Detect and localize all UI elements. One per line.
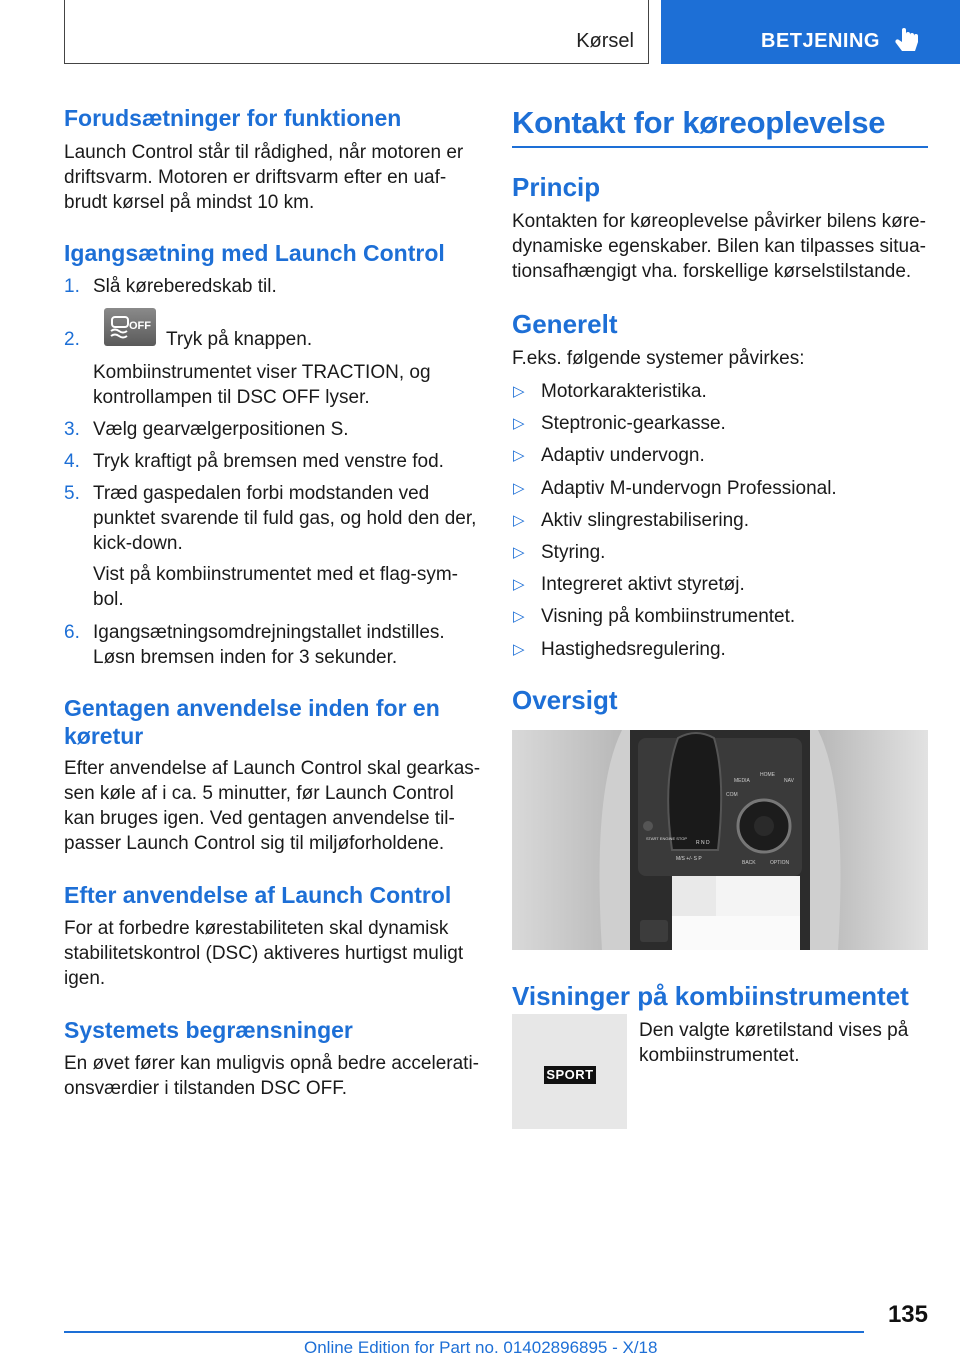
bullet-marker-icon: ▷ — [513, 415, 525, 432]
step-number: 3. — [64, 419, 80, 440]
photo-label-media: MEDIA — [734, 778, 750, 784]
photo-label-gears: R N D — [696, 840, 710, 846]
step-text — [93, 620, 445, 670]
photo-label-back: BACK — [742, 860, 756, 866]
dsc-off-button-image — [104, 308, 156, 346]
heading-princip: Princip — [512, 172, 601, 202]
heading-underline — [512, 146, 928, 148]
heading-generelt: Generelt — [512, 309, 618, 339]
photo-label-home: HOME — [760, 772, 775, 778]
text-line: stabilitetskontrol (DSC) aktiveres hurtigst muligt — [64, 943, 464, 964]
bullet-marker-icon: ▷ — [513, 447, 525, 464]
bullet-marker-icon: ▷ — [513, 608, 525, 625]
text-line: punktet svarende til fuld gas, og hold den der, — [93, 508, 477, 529]
photo-label-gears2: M/S +/- S P — [676, 856, 702, 862]
text-line: Kombiinstrumentet viser TRACTION, og — [93, 362, 431, 383]
traction-car-icon — [109, 314, 131, 340]
heading-systemets: Systemets begrænsninger — [64, 1017, 353, 1043]
paragraph-efter — [64, 916, 463, 991]
text-line: Træd gaspedalen forbi modstanden ved — [93, 483, 430, 504]
gear-selector-photo — [512, 730, 928, 950]
header-section-box — [64, 0, 649, 64]
text-line: igen. — [64, 968, 106, 989]
paragraph-princip — [512, 209, 926, 284]
button-off-label: OFF — [129, 320, 151, 332]
heading-line: Gentagen anvendelse inden for en — [64, 695, 440, 721]
footer-rule — [64, 1331, 864, 1333]
heading-visninger: Visninger på kombiinstrumentet — [512, 981, 909, 1011]
list-item: Visning på kombiinstrumentet. — [541, 606, 796, 627]
bullet-marker-icon: ▷ — [513, 641, 525, 658]
text-line: Løsn bremsen inden for 3 sekunder. — [93, 647, 398, 668]
paragraph-forudsaetninger — [64, 140, 463, 215]
list-item: Adaptiv undervogn. — [541, 445, 705, 466]
text-line: bol. — [93, 589, 124, 610]
heading-gentagen — [64, 694, 440, 750]
photo-label-com: COM — [726, 792, 738, 798]
list-item: Steptronic-gearkasse. — [541, 413, 726, 434]
text-line: kontrollampen til DSC OFF lyser. — [93, 387, 370, 408]
console-illustration — [512, 730, 928, 950]
heading-kontakt: Kontakt for køreoplevelse — [512, 105, 886, 140]
step-text: Slå køreberedskab til. — [93, 276, 277, 297]
step-number: 6. — [64, 622, 80, 643]
bullet-marker-icon: ▷ — [513, 512, 525, 529]
text-line: Launch Control står til rådighed, når motoren er — [64, 142, 464, 163]
text-line: passer Launch Control sig til miljøforholdene. — [64, 833, 445, 854]
text-line: kick-down. — [93, 533, 183, 554]
page-number: 135 — [887, 1301, 928, 1328]
paragraph-gentagen — [64, 756, 480, 856]
step-number: 4. — [64, 451, 80, 472]
heading-igangsaetning: Igangsætning med Launch Control — [64, 240, 445, 266]
step-text: Tryk på knappen. — [166, 329, 313, 350]
footer-edition: Online Edition for Part no. 01402896895 - X/18 — [304, 1338, 658, 1357]
text-line: Vist på kombiinstrumentet med et flag-sym- — [93, 564, 459, 585]
step-text: Tryk kraftigt på bremsen med venstre fod. — [93, 451, 444, 472]
step-number: 2. — [64, 329, 80, 350]
text-line: Kontakten for køreoplevelse påvirker bilens køre- — [512, 211, 926, 232]
sport-badge: SPORT — [544, 1066, 596, 1084]
list-item: Aktiv slingrestabilisering. — [541, 510, 750, 531]
list-item: Adaptiv M-undervogn Professional. — [541, 478, 837, 499]
text-line: onsværdier i tilstanden DSC OFF. — [64, 1078, 347, 1099]
header-chapter-title: BETJENING — [761, 30, 880, 52]
step-text: Vælg gearvælgerpositionen S. — [93, 419, 349, 440]
text-line: sen køle af i ca. 5 minutter, før Launch Control — [64, 783, 454, 804]
step-note — [93, 562, 458, 612]
hand-pointer-icon — [894, 26, 924, 56]
text-line: Efter anvendelse af Launch Control skal gearkas- — [64, 758, 481, 779]
bullet-marker-icon: ▷ — [513, 480, 525, 497]
header-section-title: Kørsel — [576, 30, 634, 52]
list-item: Motorkarakteristika. — [541, 381, 707, 402]
bullet-marker-icon: ▷ — [513, 544, 525, 561]
heading-oversigt: Oversigt — [512, 685, 618, 715]
photo-label-option: OPTION — [770, 860, 790, 866]
text-line: En øvet fører kan muligvis opnå bedre accelerati- — [64, 1053, 480, 1074]
text-line: Den valgte køretilstand vises på — [639, 1020, 909, 1041]
text-line: kan bruges igen. Ved gentagen anvendelse til- — [64, 808, 455, 829]
paragraph-generelt: F.eks. følgende systemer påvirkes: — [512, 348, 805, 369]
text-line: For at forbedre kørestabiliteten skal dynamisk — [64, 918, 449, 939]
text-line: Igangsætningsomdrejningstallet indstilles. — [93, 622, 445, 643]
bullet-marker-icon: ▷ — [513, 383, 525, 400]
text-line: tionsafhængigt vha. forskellige kørselstilstande. — [512, 261, 912, 282]
text-line: dynamiske egenskaber. Bilen kan tilpasses situa- — [512, 236, 927, 257]
photo-label-nav: NAV — [784, 778, 794, 784]
step-text — [93, 481, 476, 556]
step-number: 1. — [64, 276, 80, 297]
paragraph-systemets — [64, 1051, 479, 1101]
text-line: brudt kørsel på mindst 10 km. — [64, 192, 315, 213]
step-note — [93, 360, 431, 410]
step-number: 5. — [64, 483, 80, 504]
photo-label-start: START ENGINE STOP — [646, 836, 688, 841]
bullet-marker-icon: ▷ — [513, 576, 525, 593]
heading-efter: Efter anvendelse af Launch Control — [64, 882, 452, 908]
text-line: driftsvarm. Motoren er driftsvarm efter en uaf- — [64, 167, 447, 188]
text-line: kombiinstrumentet. — [639, 1045, 800, 1066]
list-item: Hastighedsregulering. — [541, 639, 726, 660]
heading-forudsaetninger: Forudsætninger for funktionen — [64, 105, 402, 131]
header-chapter-tab — [661, 0, 960, 64]
list-item: Integreret aktivt styretøj. — [541, 574, 745, 595]
paragraph-visninger — [639, 1018, 908, 1068]
list-item: Styring. — [541, 542, 606, 563]
heading-line: køretur — [64, 723, 144, 749]
sport-display-image — [512, 1014, 627, 1129]
